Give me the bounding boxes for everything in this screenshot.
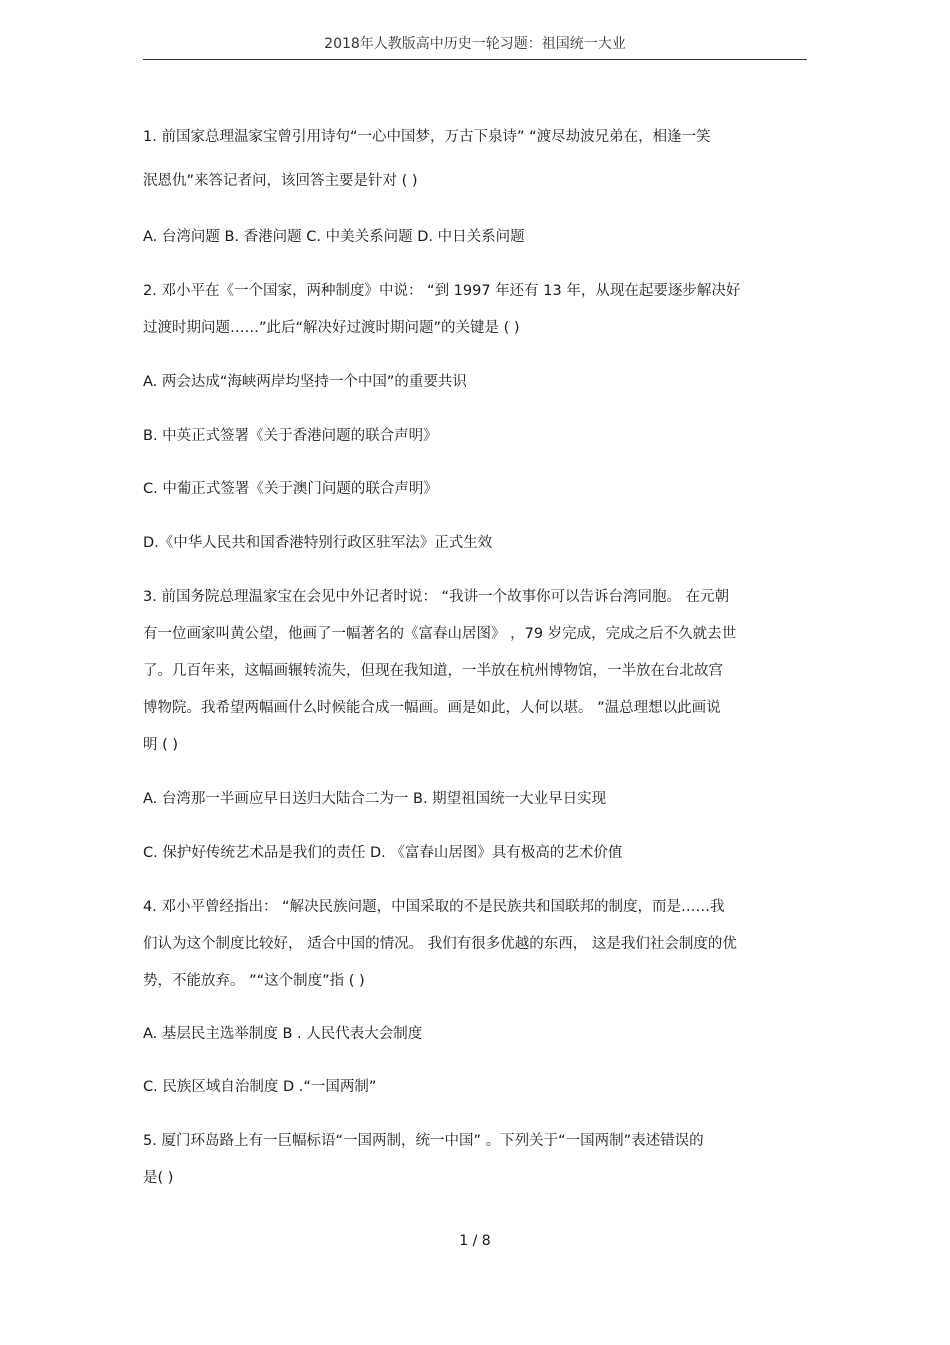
q5-stem-line1: 5. 厦门环岛路上有一巨幅标语“一国两制，统一中国” 。下列关于“一国两制”表述错误的 (143, 1133, 704, 1149)
q3-stem-line2: 有一位画家叫黄公望，他画了一幅著名的《富春山居图》 ，79 岁完成，完成之后不久就去世 (143, 626, 737, 642)
q5-stem-line2: 是( ) (143, 1170, 174, 1186)
q3-stem-line5: 明 ( ) (143, 737, 179, 753)
q4-options-cd: C. 民族区域自治制度 D .“一国两制” (143, 1079, 377, 1095)
q2-stem-line2: 过渡时期问题……”此后“解决好过渡时期问题”的关键是 ( ) (143, 320, 520, 336)
q4-stem-line1: 4. 邓小平曾经指出： “解决民族问题，中国采取的不是民族共和国联邦的制度，而是……我 (143, 899, 725, 915)
q3-stem-line1: 3. 前国务院总理温家宝在会见中外记者时说： “我讲一个故事你可以告诉台湾同胞。 在元朝 (143, 589, 730, 605)
q3-stem-line3: 了。几百年来，这幅画辗转流失，但现在我知道，一半放在杭州博物馆，一半放在台北故宫 (143, 663, 723, 679)
page-number: 1 / 8 (459, 1233, 491, 1249)
q4-options-ab: A. 基层民主选举制度 B . 人民代表大会制度 (143, 1026, 423, 1042)
q4-stem-line3: 势，不能放弃。 ”“这个制度”指 ( ) (143, 973, 365, 989)
q3-stem-line4: 博物院。我希望两幅画什么时候能合成一幅画。画是如此，人何以堪。 ”温总理想以此画说 (143, 700, 721, 716)
q1-stem-line2: 泯恩仇”来答记者问，该回答主要是针对 ( ) (143, 173, 418, 189)
q2-option-b: B. 中英正式签署《关于香港问题的联合声明》 (143, 428, 438, 444)
q4-stem-line2: 们认为这个制度比较好， 适合中国的情况。 我们有很多优越的东西， 这是我们社会制度的优 (143, 936, 737, 952)
q1-stem-line1: 1. 前国家总理温家宝曾引用诗句“一心中国梦，万古下泉诗” “渡尽劫波兄弟在，相逢一笑 (143, 129, 711, 145)
q2-option-a: A. 两会达成“海峡两岸均坚持一个中国”的重要共识 (143, 374, 467, 390)
q3-options-ab: A. 台湾那一半画应早日送归大陆合二为一 B. 期望祖国统一大业早日实现 (143, 791, 607, 807)
q1-options: A. 台湾问题 B. 香港问题 C. 中美关系问题 D. 中日关系问题 (143, 229, 525, 245)
header-rule (143, 59, 807, 60)
q2-option-d: D.《中华人民共和国香港特别行政区驻军法》正式生效 (143, 535, 493, 551)
q2-stem-line1: 2. 邓小平在《一个国家，两种制度》中说： “到 1997 年还有 13 年，从现在起要逐步解决好 (143, 283, 741, 299)
page-header-title: 2018年人教版高中历史一轮习题：祖国统一大业 (324, 36, 626, 52)
q3-options-cd: C. 保护好传统艺术品是我们的责任 D. 《富春山居图》具有极高的艺术价值 (143, 845, 623, 861)
q2-option-c: C. 中葡正式签署《关于澳门问题的联合声明》 (143, 481, 438, 497)
